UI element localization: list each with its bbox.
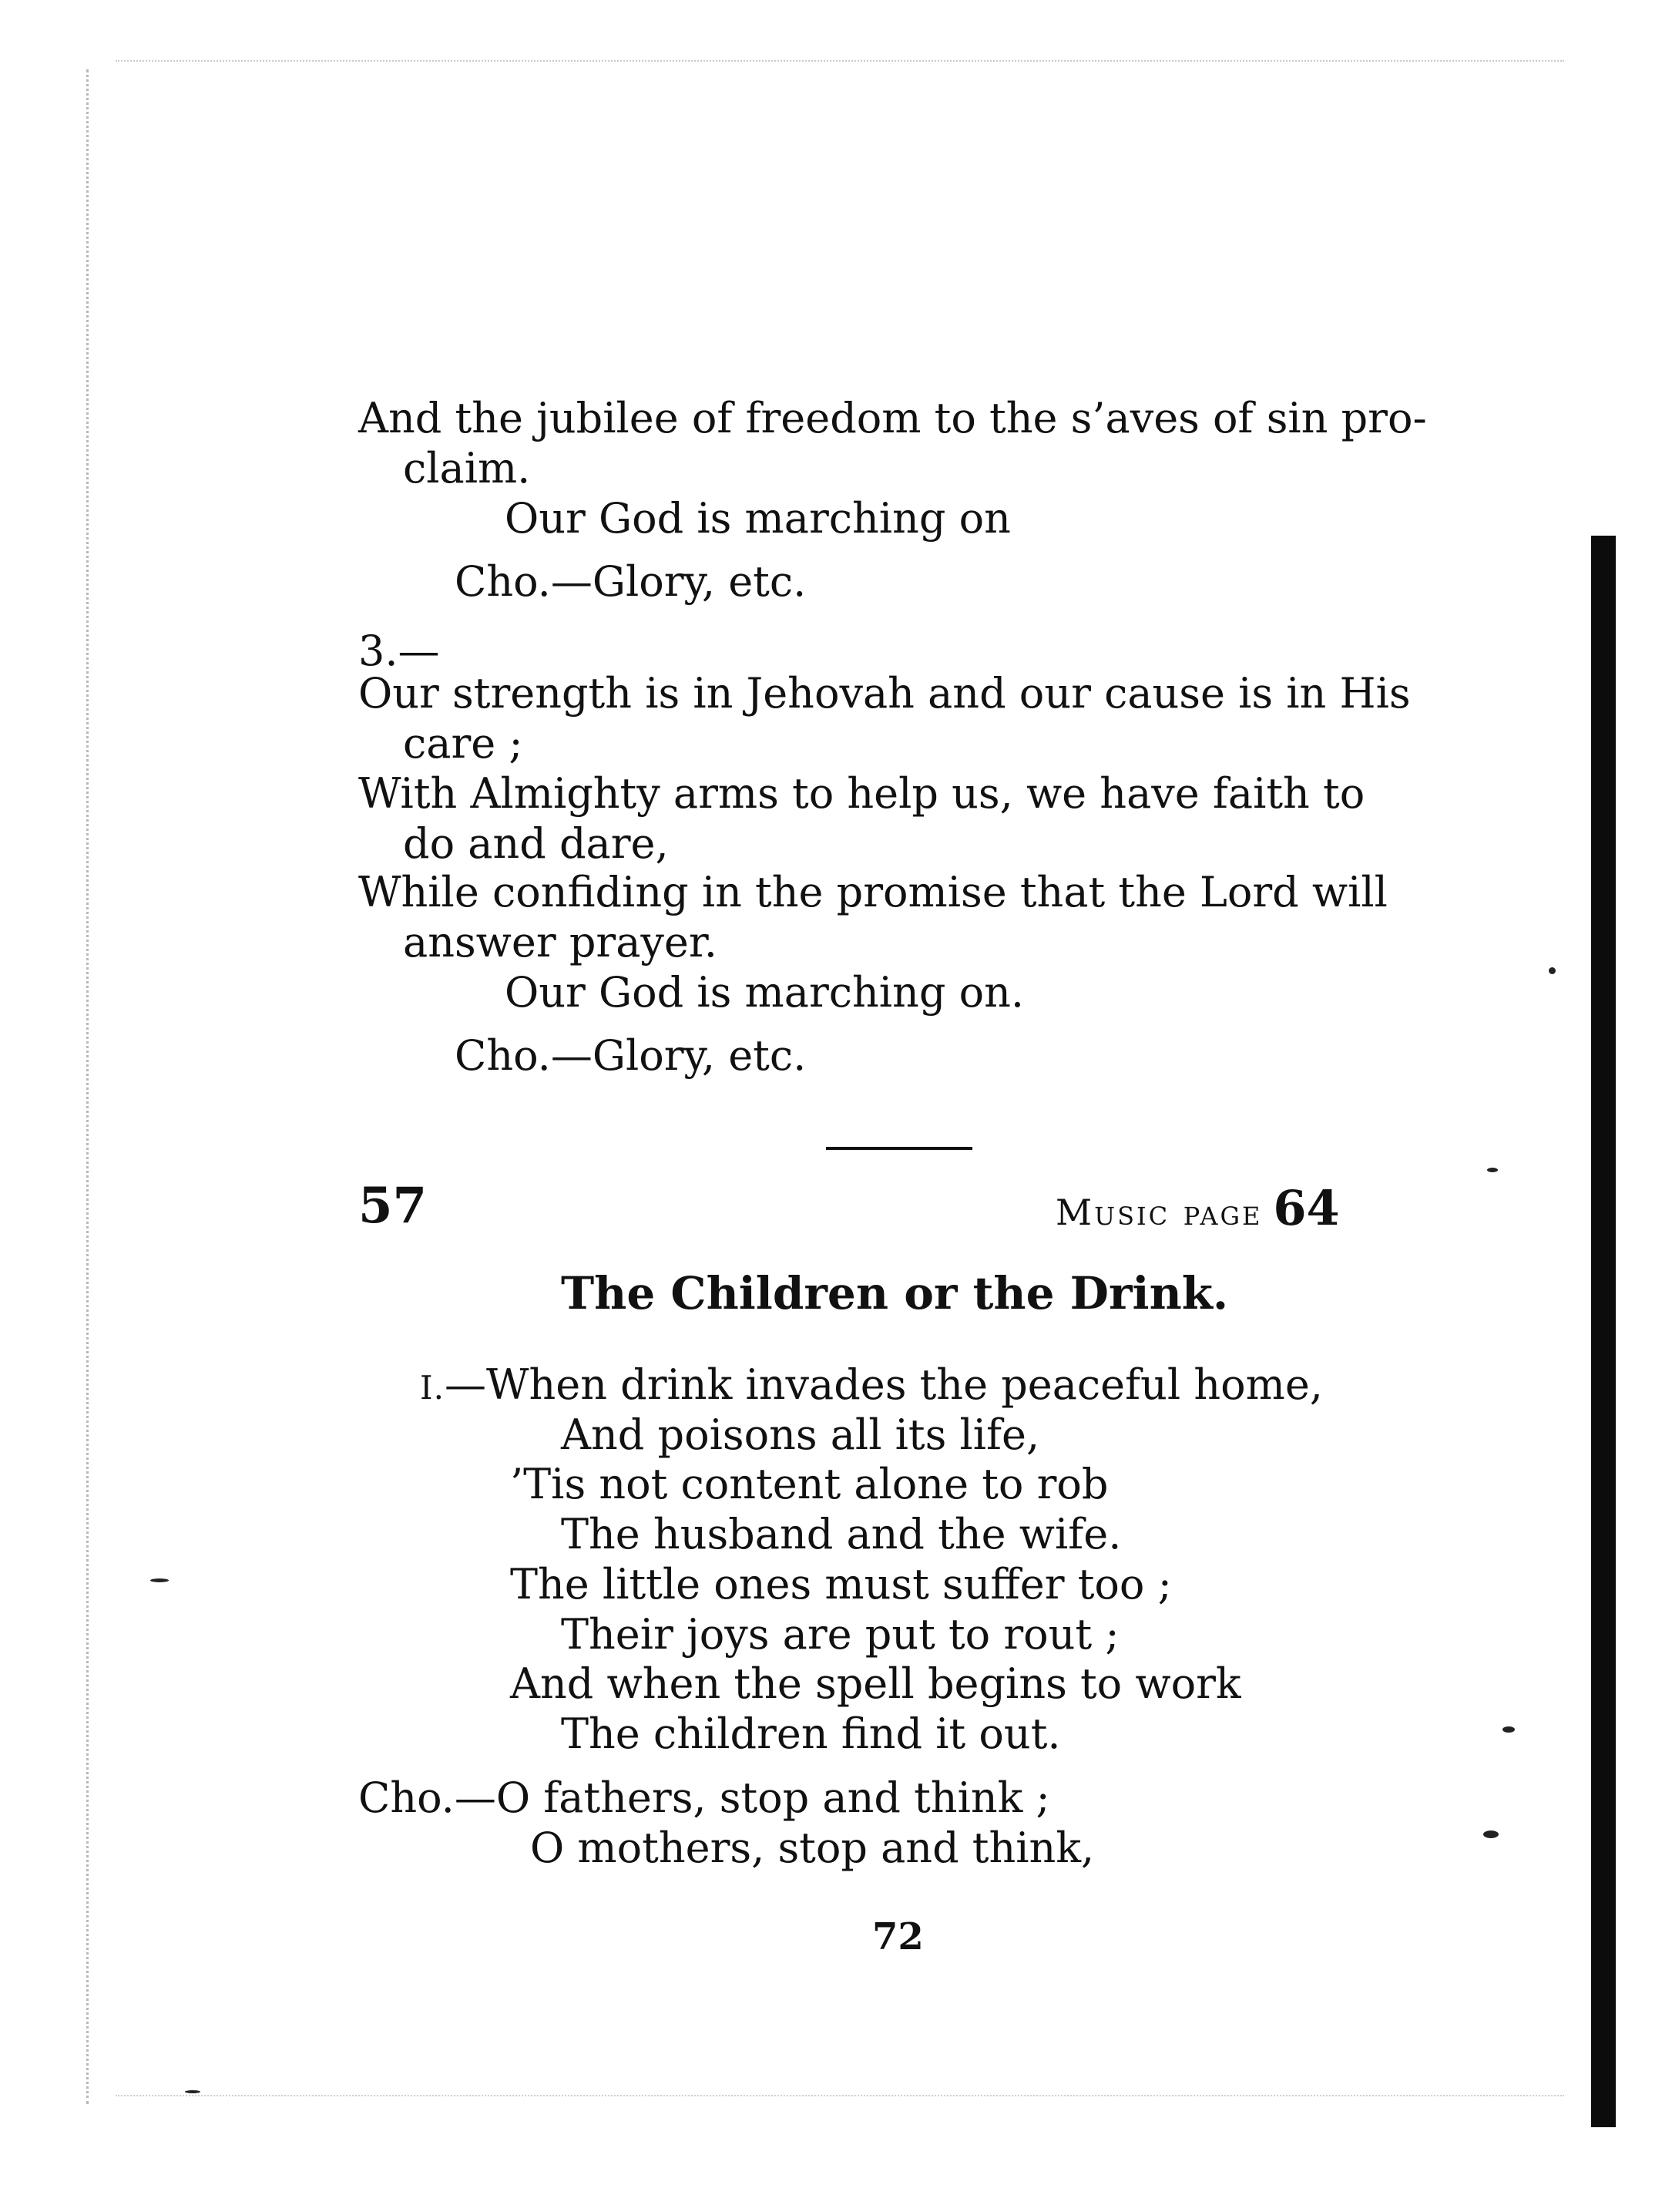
stanza-two-refrain: Our God is marching on [505, 494, 1011, 543]
verse-line: ’Tis not content alone to rob [510, 1460, 1109, 1508]
binding-shadow [1591, 536, 1616, 2127]
ink-speck [1502, 1726, 1515, 1733]
verse-line: Their joys are put to rout ; [561, 1610, 1120, 1659]
chorus-label: Cho. [455, 557, 551, 606]
section-divider [826, 1147, 972, 1150]
stanza-two-line: And the jubilee of freedom to the s’aves of sin pro- [358, 394, 1427, 442]
ink-speck [1487, 1168, 1498, 1172]
chorus-line: O mothers, stop and think, [530, 1824, 1095, 1872]
verse-line: And when the spell begins to work [510, 1659, 1241, 1708]
ink-speck [1549, 967, 1556, 974]
stanza-three-line: care ; [403, 719, 523, 768]
stanza-three-chorus [455, 1033, 806, 1079]
hymn-number: 57 [358, 1177, 428, 1235]
ink-speck [1483, 1830, 1499, 1838]
chorus-text: —Glory, etc. [550, 557, 807, 606]
chorus-line: —O fathers, stop and think ; [454, 1773, 1050, 1822]
stanza-three-refrain: Our God is marching on. [505, 968, 1025, 1017]
verse-line: The husband and the wife. [561, 1510, 1122, 1558]
stanza-two-chorus [455, 559, 806, 605]
verse-line: —When drink invades the peaceful home, [444, 1360, 1323, 1409]
verse-number: I. [420, 1369, 445, 1407]
verse-line: The children find it out. [561, 1709, 1061, 1758]
hymn-title: The Children or the Drink. [561, 1267, 1229, 1319]
stanza-three-line: While confiding in the promise that the Lord will [358, 868, 1388, 916]
scan-edge-bottom [116, 2095, 1564, 2096]
ink-speck [150, 1578, 169, 1582]
chorus-text: —Glory, etc. [550, 1031, 807, 1080]
stanza-three-line: do and dare, [403, 819, 669, 868]
verse-line: And poisons all its life, [561, 1410, 1040, 1459]
verse-one-first-line [420, 1362, 1323, 1411]
stanza-three-line: answer prayer. [403, 918, 717, 966]
music-page-number: 64 [1273, 1180, 1340, 1236]
ink-speck [185, 2090, 200, 2093]
music-page-reference [1056, 1182, 1340, 1248]
chorus-label: Cho. [455, 1031, 551, 1080]
stanza-three-line: Our strength is in Jehovah and our cause is in His [358, 669, 1411, 718]
hymn-chorus-first-line [358, 1775, 1050, 1821]
music-page-label: Music page [1056, 1192, 1263, 1233]
stanza-three-number: 3.— [358, 627, 440, 675]
page-number: 72 [872, 1915, 924, 1958]
verse-line: The little ones must suffer too ; [510, 1560, 1172, 1609]
scan-edge-left [86, 69, 89, 2104]
scan-edge-top [116, 60, 1564, 62]
stanza-three-line: With Almighty arms to help us, we have faith to [358, 769, 1365, 818]
stanza-two-line-continued: claim. [403, 444, 531, 492]
chorus-label: Cho. [358, 1773, 455, 1822]
